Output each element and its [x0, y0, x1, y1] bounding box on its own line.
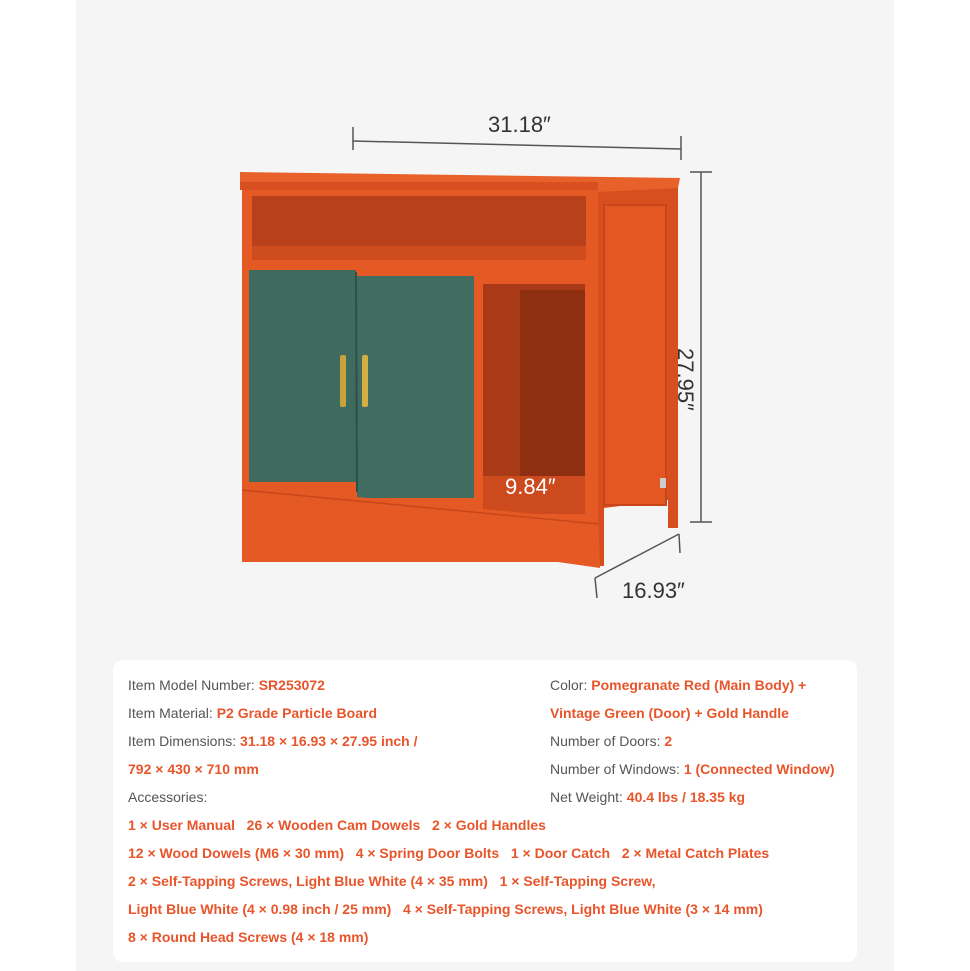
spec-value: 2	[664, 733, 673, 749]
spec-value: Vintage Green (Door) + Gold Handle	[550, 705, 789, 721]
width-dimension-label: 31.18″	[488, 112, 551, 137]
spec-label: Accessories:	[128, 789, 208, 805]
spec-dimensions-row	[128, 732, 418, 750]
side-label-tag	[660, 478, 666, 488]
spec-label: Net Weight:	[550, 789, 623, 805]
accessory-line: 1 × User Manual 26 × Wooden Cam Dowels 2 × Gold Handles	[128, 817, 546, 833]
accessory-line: 8 × Round Head Screws (4 × 18 mm)	[128, 929, 369, 945]
spec-label: Item Model Number:	[128, 677, 255, 693]
right-gold-handle	[362, 355, 368, 407]
spec-value: 792 × 430 × 710 mm	[128, 761, 259, 777]
opening-dimension-label: 9.84″	[505, 474, 556, 499]
side-inset-panel	[604, 205, 666, 505]
spec-label: Number of Windows:	[550, 761, 680, 777]
accessory-line: Light Blue White (4 × 0.98 inch / 25 mm) 4 × Self-Tapping Screws, Light Blue White (3 × 14 mm)	[128, 901, 763, 917]
spec-label: Item Material:	[128, 705, 213, 721]
spec-value: 1 (Connected Window)	[683, 761, 835, 777]
spec-value: Pomegranate Red (Main Body) +	[591, 677, 807, 693]
spec-label: Color:	[550, 677, 588, 693]
spec-dimensions-row-2	[128, 760, 259, 778]
spec-label: Number of Doors:	[550, 733, 661, 749]
spec-color-row	[550, 676, 806, 694]
left-door	[249, 270, 356, 482]
accessory-line: 2 × Self-Tapping Screws, Light Blue White (4 × 35 mm) 1 × Self-Tapping Screw,	[128, 873, 656, 889]
spec-value: SR253072	[258, 677, 325, 693]
spec-color-row-2	[550, 704, 789, 722]
spec-model-row	[128, 676, 325, 694]
spec-doors-row	[550, 732, 672, 750]
spec-windows-row	[550, 760, 835, 778]
right-door	[357, 276, 474, 498]
height-dimension-label: 27.95″	[673, 348, 698, 411]
spec-value: P2 Grade Particle Board	[216, 705, 377, 721]
spec-value: 40.4 lbs / 18.35 kg	[626, 789, 746, 805]
spec-value: 31.18 × 16.93 × 27.95 inch /	[240, 733, 418, 749]
left-gold-handle	[340, 355, 346, 407]
spec-material-row	[128, 704, 377, 722]
spec-accessories-label	[128, 788, 207, 806]
spec-label: Item Dimensions:	[128, 733, 237, 749]
accessory-line: 12 × Wood Dowels (M6 × 30 mm) 4 × Spring Door Bolts 1 × Door Catch 2 × Metal Catch Plates	[128, 845, 770, 861]
spec-weight-row	[550, 788, 745, 806]
depth-dimension-label: 16.93″	[622, 578, 685, 603]
